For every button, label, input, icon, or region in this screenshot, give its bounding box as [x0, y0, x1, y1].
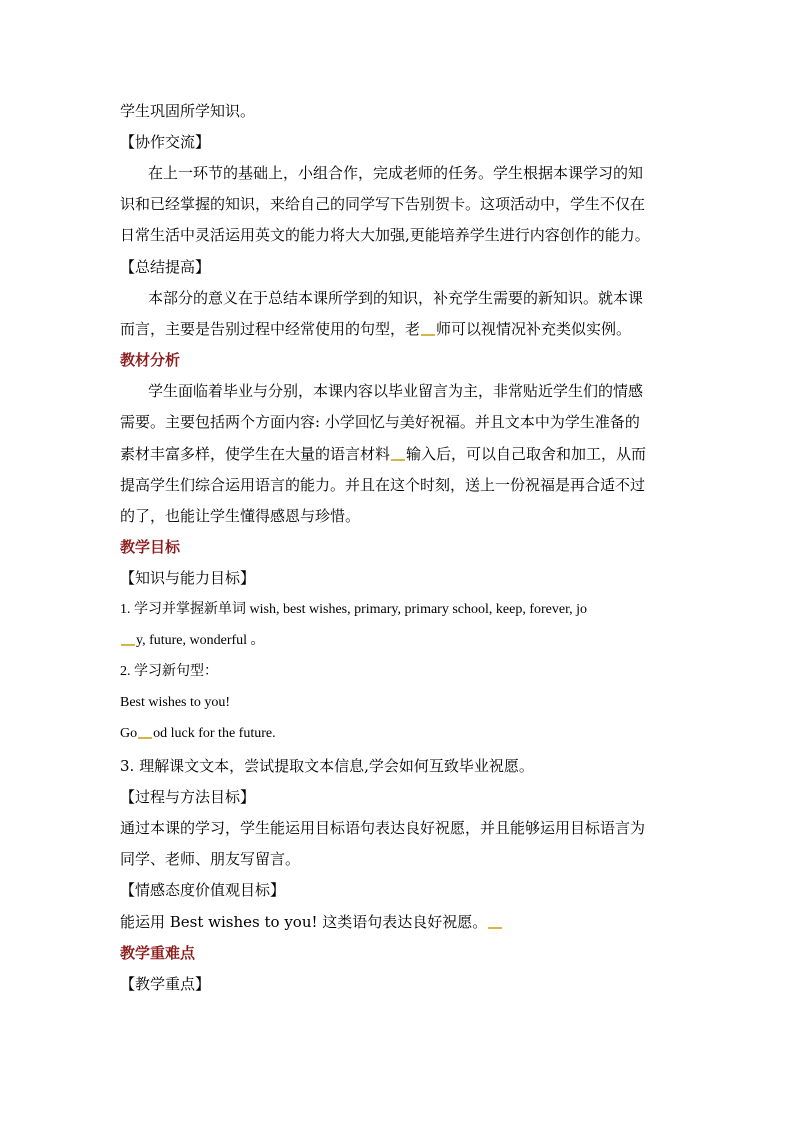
text-line: 同学、老师、朋友写留言。: [120, 850, 301, 868]
text-line: 通过本课的学习，学生能运用目标语句表达良好祝愿，并且能够运用目标语言为: [120, 819, 646, 837]
subheading-process-goals: 【过程与方法目标】: [120, 788, 256, 806]
text-line: [120, 631, 680, 651]
text-line: 需要。主要包括两个方面内容: 小学回忆与美好祝福。并且文本中为学生准备的: [120, 413, 640, 431]
text-line: 识和已经掌握的知识，来给自己的同学写下告别贺卡。这项活动中，学生不仅在: [120, 195, 646, 213]
text-line: 在上一环节的基础上，小组合作，完成老师的任务。学生根据本课学习的知: [148, 164, 644, 182]
marker-icon: [421, 334, 435, 336]
text-segment: 素材丰富多样，使学生在大量的语言材料: [120, 445, 391, 463]
section-heading-teaching-goals: 教学目标: [120, 538, 181, 556]
text-line: [120, 912, 680, 932]
text-line: [120, 319, 680, 339]
marker-icon: [488, 927, 502, 929]
section-heading-material-analysis: 教材分析: [120, 351, 181, 369]
text-line: 1. 学习并掌握新单词 wish, best wishes, primary, primary school, keep, forever, jo: [120, 602, 588, 617]
text-segment: 而言，主要是告别过程中经常使用的句型，老: [120, 320, 421, 338]
text-segment: od luck for the future.: [153, 726, 276, 741]
subheading-teaching-focus: 【教学重点】: [120, 975, 211, 993]
text-line: 学生面临着毕业与分别，本课内容以毕业留言为主，非常贴近学生们的情感: [148, 382, 644, 400]
subheading-attitude-goals: 【情感态度价值观目标】: [120, 881, 286, 899]
text-line: 日常生活中灵活运用英文的能力将大大加强,更能培养学生进行内容创作的能力。: [120, 226, 650, 244]
section-heading-key-points: 教学重难点: [120, 944, 196, 962]
text-line: 本部分的意义在于总结本课所学到的知识，补充学生需要的新知识。就本课: [148, 289, 644, 307]
text-segment: 能运用 Best wishes to you! 这类语句表达良好祝愿。: [120, 913, 488, 931]
text-line: 学生巩固所学知识。: [120, 102, 256, 120]
text-line: [120, 724, 680, 744]
subheading-knowledge-goals: 【知识与能力目标】: [120, 569, 256, 587]
text-line: 的了，也能让学生懂得感恩与珍惜。: [120, 507, 361, 525]
text-line: 2. 学习新句型：: [120, 664, 218, 679]
marker-icon: [138, 737, 152, 739]
marker-icon: [121, 644, 135, 646]
text-line: 3. 理解课文文本，尝试提取文本信息,学会如何互致毕业祝愿。: [120, 757, 534, 775]
text-segment: Go: [120, 726, 138, 741]
marker-icon: [391, 459, 405, 461]
text-segment: y, future, wonderful 。: [136, 633, 265, 648]
text-line: Best wishes to you!: [120, 695, 231, 710]
text-line: 提高学生们综合运用语言的能力。并且在这个时刻，送上一份祝福是再合适不过: [120, 476, 646, 494]
subheading-summary: 【总结提高】: [120, 258, 211, 276]
text-segment: 师可以视情况补充类似实例。: [436, 320, 632, 338]
text-segment: 输入后，可以自己取舍和加工，从而: [406, 445, 647, 463]
text-line: [120, 444, 680, 464]
subheading-cooperation: 【协作交流】: [120, 133, 211, 151]
